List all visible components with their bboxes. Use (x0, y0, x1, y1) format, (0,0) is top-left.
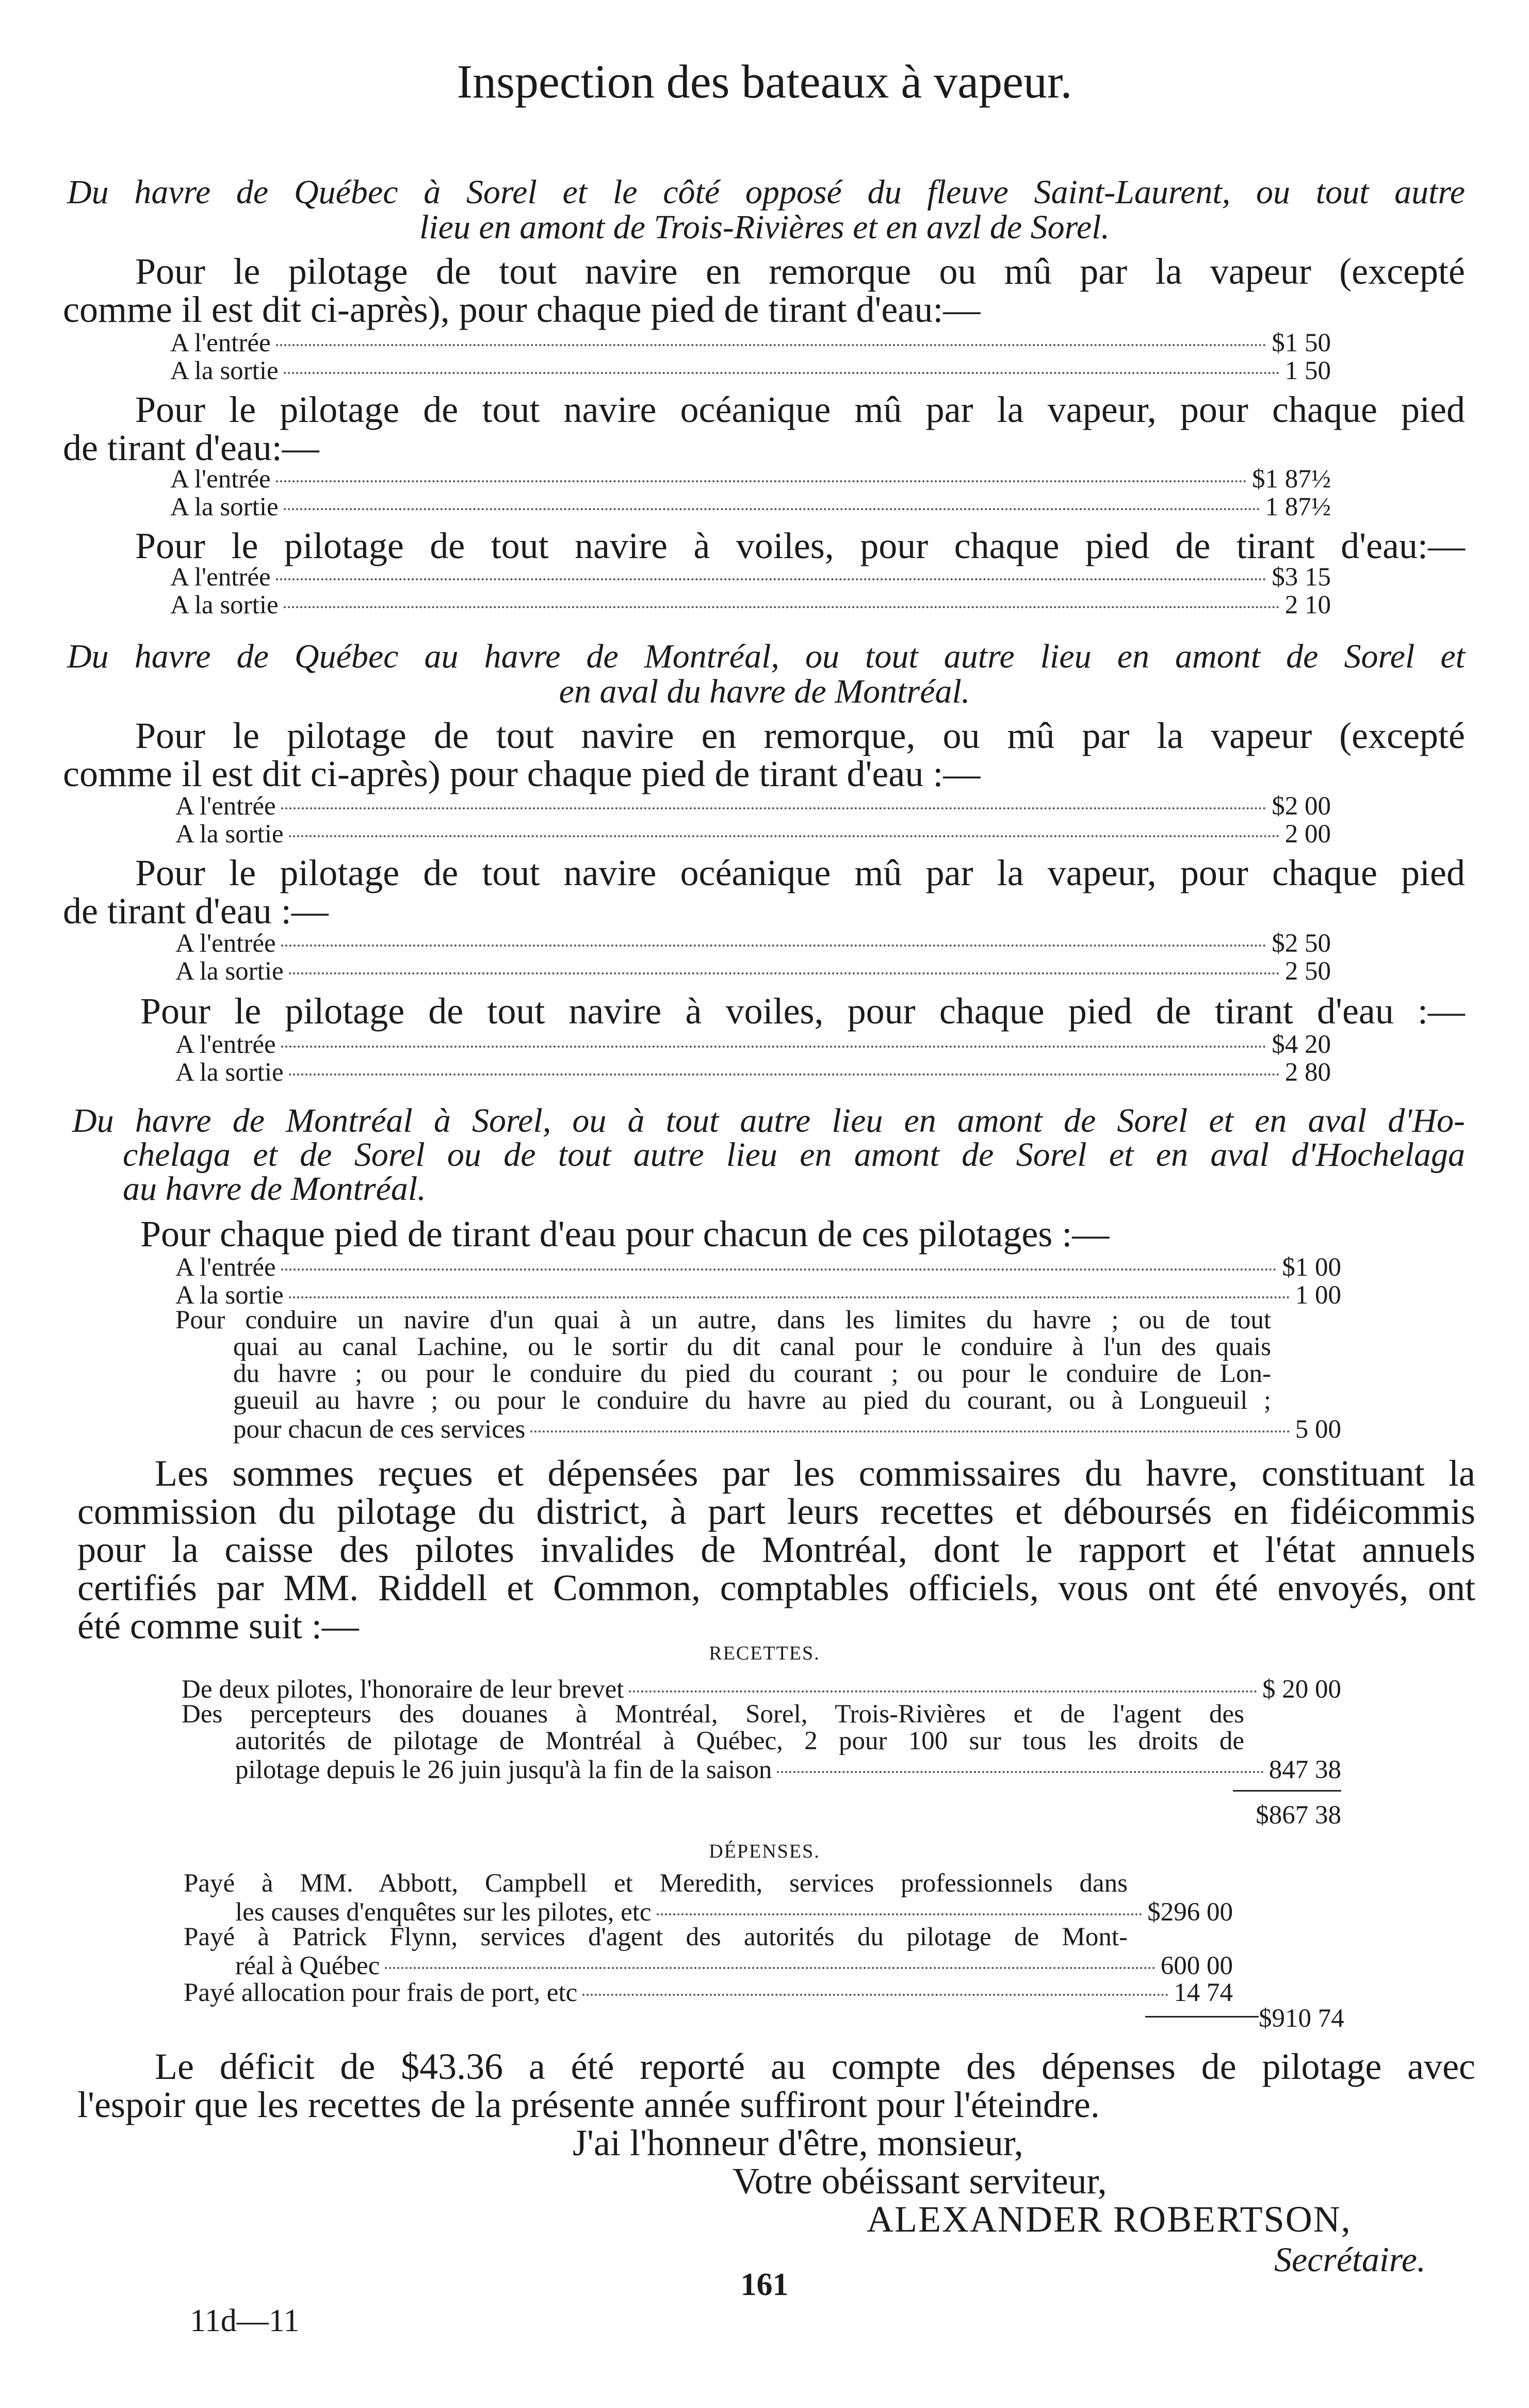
row-amount: $1 50 (1272, 329, 1331, 357)
page-number: 161 (740, 2267, 789, 2302)
section3-para1-entry-row (175, 1252, 1341, 1282)
leader-dots (777, 1771, 1263, 1773)
row-label: A la sortie (170, 591, 279, 620)
row-amount: 2 80 (1284, 1058, 1331, 1087)
leader-dots (276, 344, 1267, 346)
row-label: A la sortie (170, 493, 279, 522)
row-label: A la sortie (175, 820, 284, 849)
row-amount: 847 38 (1268, 1755, 1341, 1784)
closing-salutation: J'ai l'honneur d'être, monsieur, (573, 2122, 1023, 2163)
row-label: A l'entrée (175, 929, 276, 958)
leader-dots (284, 606, 1280, 608)
section3-quay-line3: du havre ; ou pour le conduire du pied du courant ; ou pour le conduire de Lon- (233, 1359, 1271, 1388)
section3-heading-line1: Du havre de Montréal à Sorel, ou à tout autre lieu en amont de Sorel et en aval d'Ho- (72, 1102, 1465, 1140)
report-line5: été comme suit :— (77, 1605, 359, 1647)
section1-para3-line1: Pour le pilotage de tout navire à voiles, pour chaque pied de tirant d'eau:— (135, 525, 1465, 566)
section1-heading-line2: lieu en amont de Trois-Rivières et en avzl de Sorel. (419, 208, 1110, 246)
row-amount: 14 74 (1174, 1978, 1233, 2007)
expenses-caption: DÉPENSES. (709, 1841, 820, 1862)
signatory-name: ALEXANDER ROBERTSON, (867, 2199, 1352, 2240)
section2-para2-entry-row (175, 929, 1331, 958)
section1-heading-line1: Du havre de Québec à Sorel et le côté opposé du fleuve Saint-Laurent, ou tout autre (67, 173, 1465, 211)
leader-dots (281, 807, 1267, 809)
closing-valediction: Votre obéissant serviteur, (733, 2160, 1107, 2202)
row-label: A la sortie (175, 1281, 284, 1310)
section2-para2-exit-row (175, 956, 1331, 986)
section1-para2-line1: Pour le pilotage de tout navire océanique mû par la vapeur, pour chaque pied (135, 389, 1465, 430)
section3-quay-line4: gueuil au havre ; ou pour le conduire du havre au pied du courant, ou à Longueuil ; (233, 1386, 1271, 1415)
row-label: Payé allocation pour frais de port, etc (184, 1978, 578, 2007)
leader-dots (582, 1994, 1168, 1996)
section3-heading-line3: au havre de Montréal. (123, 1170, 426, 1208)
section3-quay-line2: quai au canal Lachine, ou le sortir du dit canal pour le conduire à l'un des quais (233, 1332, 1271, 1361)
receipts-row-2-line1: Des percepteurs des douanes à Montréal, Sorel, Trois-Rivières et de l'agent des (182, 1700, 1244, 1729)
section1-para3-entry-row (170, 562, 1331, 592)
closing-line2: l'espoir que les recettes de la présente année suffiront pour l'éteindre. (77, 2084, 1100, 2125)
section1-para1-exit-row (170, 356, 1331, 386)
section2-para3-entry-row (175, 1030, 1331, 1060)
row-amount: $4 20 (1272, 1030, 1331, 1059)
row-amount: 1 00 (1295, 1281, 1341, 1310)
row-label: A l'entrée (175, 1030, 276, 1059)
leader-dots (289, 1296, 1290, 1298)
row-amount: 2 00 (1284, 820, 1331, 849)
leader-dots (289, 972, 1280, 974)
section1-para2-entry-row (170, 464, 1331, 494)
row-amount: $1 00 (1282, 1253, 1341, 1282)
row-label: A l'entrée (170, 329, 271, 357)
section1-para2-line2: de tirant d'eau:— (63, 427, 319, 468)
section2-para1-entry-row (175, 791, 1331, 821)
row-amount: $1 87½ (1252, 465, 1331, 494)
section2-para3-line1: Pour le pilotage de tout navire à voiles, pour chaque pied de tirant d'eau :— (140, 990, 1465, 1032)
receipts-row-2 (235, 1755, 1341, 1785)
section2-para1-exit-row (175, 819, 1331, 849)
section3-quay-line1: Pour conduire un navire d'un quai à un autre, dans les limites du havre ; ou de tout (175, 1306, 1271, 1335)
row-label: les causes d'enquêtes sur les pilotes, etc (235, 1898, 652, 1927)
section1-para2-exit-row (170, 492, 1331, 522)
closing-line1: Le déficit de $43.36 a été reporté au compte des dépenses de pilotage avec (155, 2046, 1475, 2087)
receipts-row-2-line2: autorités de pilotage de Montréal à Québec, 2 pour 100 sur tous les droits de (235, 1727, 1244, 1755)
row-label: De deux pilotes, l'honoraire de leur brevet (182, 1675, 624, 1704)
leader-dots (385, 1967, 1155, 1969)
receipts-total: $867 38 (1256, 1801, 1341, 1830)
section1-para1-line1: Pour le pilotage de tout navire en remorque ou mû par la vapeur (excepté (135, 251, 1465, 292)
receipts-total-rule (1233, 1790, 1341, 1792)
section2-para2-line2: de tirant d'eau :— (63, 890, 329, 932)
row-label: A l'entrée (170, 563, 271, 592)
row-amount: 2 50 (1284, 957, 1331, 986)
row-amount: 600 00 (1160, 1951, 1233, 1980)
section1-para1-entry-row (170, 328, 1331, 358)
expenses-row-2 (235, 1951, 1233, 1981)
expenses-total-rule (1145, 2016, 1259, 2017)
report-line1: Les sommes reçues et dépensées par les commissaires du havre, constituant la (155, 1453, 1475, 1494)
row-label: A l'entrée (170, 465, 271, 494)
page-title: Inspection des bateaux à vapeur. (457, 55, 1072, 108)
section3-quay-services-row (233, 1414, 1341, 1444)
row-label: A la sortie (175, 1058, 284, 1087)
leader-dots (284, 508, 1260, 510)
leader-dots (289, 1073, 1280, 1076)
leader-dots (276, 578, 1267, 580)
leader-dots (289, 835, 1280, 837)
leader-dots (284, 372, 1280, 374)
leader-dots (276, 480, 1247, 482)
section1-para3-exit-row (170, 590, 1331, 620)
row-label: A la sortie (170, 356, 279, 385)
row-amount: 5 00 (1295, 1415, 1341, 1444)
section2-heading-line1: Du havre de Québec au havre de Montréal, ou tout autre lieu en amont de Sorel et (67, 638, 1465, 675)
row-amount: 1 50 (1284, 356, 1331, 385)
row-label: A la sortie (175, 957, 284, 986)
section1-para1-line2: comme il est dit ci-après), pour chaque pied de tirant d'eau:— (63, 289, 981, 330)
row-amount: $ 20 00 (1262, 1675, 1341, 1704)
section2-para3-exit-row (175, 1057, 1331, 1087)
expenses-row-2-line1: Payé à Patrick Flynn, services d'agent des autorités du pilotage de Mont- (184, 1923, 1128, 1951)
leader-dots (281, 945, 1267, 947)
section2-para1-line2: comme il est dit ci-après) pour chaque pied de tirant d'eau :— (63, 753, 981, 794)
section3-para1-line1: Pour chaque pied de tirant d'eau pour chacun de ces pilotages :— (140, 1213, 1110, 1255)
row-label: A l'entrée (175, 1253, 276, 1282)
receipts-caption: RECETTES. (709, 1642, 820, 1664)
expenses-row-1-line1: Payé à MM. Abbott, Campbell et Meredith, services professionnels dans (184, 1869, 1128, 1898)
expenses-row-3 (184, 1978, 1233, 2008)
leader-dots (657, 1913, 1143, 1915)
signatory-role: Secrétaire. (1274, 2240, 1426, 2279)
row-label: pour chacun de ces services (233, 1415, 526, 1444)
section2-para2-line1: Pour le pilotage de tout navire océanique mû par la vapeur, pour chaque pied (135, 852, 1465, 893)
row-amount: $296 00 (1147, 1898, 1233, 1927)
row-amount: $2 50 (1272, 929, 1331, 958)
report-line4: certifiés par MM. Riddell et Common, comptables officiels, vous ont été envoyés, ont (77, 1567, 1475, 1608)
leader-dots (281, 1046, 1267, 1048)
row-amount: $3 15 (1272, 563, 1331, 592)
leader-dots (629, 1690, 1257, 1693)
row-label: pilotage depuis le 26 juin jusqu'à la fin de la saison (235, 1755, 772, 1784)
leader-dots (281, 1268, 1277, 1271)
row-amount: 2 10 (1284, 591, 1331, 620)
section3-heading-line2: chelaga et de Sorel ou de tout autre lieu en amont de Sorel et en aval d'Hochelaga (123, 1136, 1465, 1174)
row-amount: $2 00 (1272, 792, 1331, 821)
row-label: A l'entrée (175, 792, 276, 821)
signature-mark: 11d—11 (190, 2303, 300, 2338)
section2-heading-line2: en aval du havre de Montréal. (559, 673, 970, 710)
report-line2: commission du pilotage du district, à part leurs recettes et déboursés en fidéicommis (77, 1491, 1475, 1532)
row-label: réal à Québec (235, 1951, 380, 1980)
row-amount: 1 87½ (1265, 493, 1331, 522)
report-line3: pour la caisse des pilotes invalides de Montréal, dont le rapport et l'état annuels (77, 1529, 1475, 1570)
expenses-total: $910 74 (1259, 2004, 1344, 2033)
leader-dots (530, 1430, 1290, 1433)
section2-para1-line1: Pour le pilotage de tout navire en remorque, ou mû par la vapeur (excepté (135, 715, 1465, 756)
